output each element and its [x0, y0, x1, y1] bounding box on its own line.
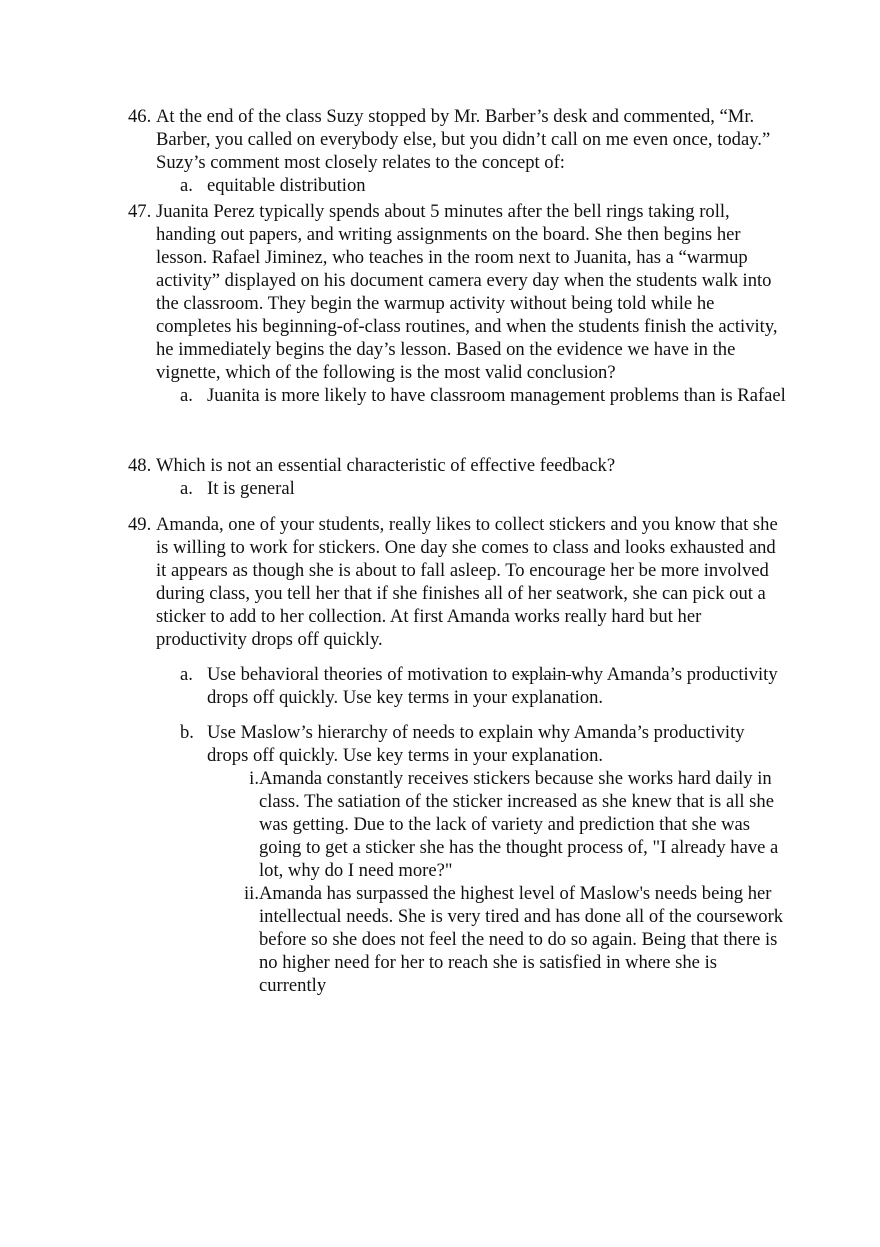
- answer-text: Amanda constantly receives stickers because she works hard daily in class. The satiation of the sticker increased as she knew that is all she was getting. Due to the lack of variety and prediction that she was going to get a sticker she has the thought process of, "I already have a lot, why do I need more?": [259, 768, 779, 881]
- option-marker: a.: [180, 664, 193, 685]
- option-text: Use Maslow’s hierarchy of needs to explain why Amanda’s productivity drops off quickly. Use key terms in your explanation.: [207, 722, 745, 766]
- option-marker: a.: [180, 175, 193, 196]
- answer-option: [180, 384, 788, 407]
- option-text-start: Use behavioral theories of motivation to: [207, 664, 512, 685]
- option-text: [207, 663, 788, 709]
- option-marker: a.: [180, 385, 193, 406]
- question-text: Amanda, one of your students, really likes to collect stickers and you know that she is willing to work for stickers. One day she comes to class and looks exhausted and it appears as though she is about to fall asleep. To encourage her be more involved during class, you tell her that if she finishes all of her seatwork, she can pick out a sticker to add to her collection. At first Amanda works really hard but her productivity drops off quickly.: [156, 514, 778, 650]
- question-number: 48.: [128, 455, 152, 476]
- option-marker: a.: [180, 478, 193, 499]
- option-text: equitable distribution: [207, 175, 366, 196]
- question-48: [128, 454, 788, 500]
- option-text: Juanita is more likely to have classroom management problems than is Rafael: [207, 385, 786, 406]
- struck-word: explain: [511, 664, 572, 685]
- student-answer: [232, 767, 788, 882]
- option-marker: b.: [180, 722, 194, 743]
- answer-option: [180, 721, 788, 767]
- spacer: [128, 709, 788, 721]
- option-text-end: why Amanda’s productivity drops off quickly. Use key terms in your explanation.: [207, 664, 778, 708]
- answer-option: [180, 174, 788, 197]
- answer-text: Amanda has surpassed the highest level of Maslow's needs being her intellectual needs. She is very tired and has done all of the coursework before so she does not feel the need to do so again. Being that there is no higher need for her to reach she is satisfied in where she is currently: [259, 883, 784, 996]
- question-47: [128, 200, 788, 407]
- question-text: Which is not an essential characteristic of effective feedback?: [156, 455, 616, 476]
- question-number: 47.: [128, 201, 152, 222]
- question-text: At the end of the class Suzy stopped by Mr. Barber’s desk and commented, “Mr. Barber, you called on everybody else, but you didn’t call on me even once, today.” Suzy’s comment most closely relates to the concept of:: [156, 106, 771, 173]
- student-answer: [232, 882, 788, 997]
- question-number: 46.: [128, 106, 152, 127]
- answer-marker: i.: [249, 768, 259, 789]
- question-46: [128, 105, 788, 197]
- question-text: Juanita Perez typically spends about 5 minutes after the bell rings taking roll, handing out papers, and writing assignments on the board. She then begins her lesson. Rafael Jiminez, who teaches in the room next to Juanita, has a “warmup activity” displayed on his document camera every day when the students walk into the classroom. They begin the warmup activity without being told while he completes his beginning-of-class routines, and when the students finish the activity, he immediately begins the day’s lesson. Based on the evidence we have in the vignette, which of the following is the most valid conclusion?: [156, 201, 778, 383]
- answer-option: [180, 477, 788, 500]
- spacer: [128, 651, 788, 663]
- option-text: It is general: [207, 478, 295, 499]
- answer-option: [180, 663, 788, 709]
- question-49: [128, 513, 788, 997]
- question-number: 49.: [128, 514, 152, 535]
- answer-marker: ii.: [244, 883, 259, 904]
